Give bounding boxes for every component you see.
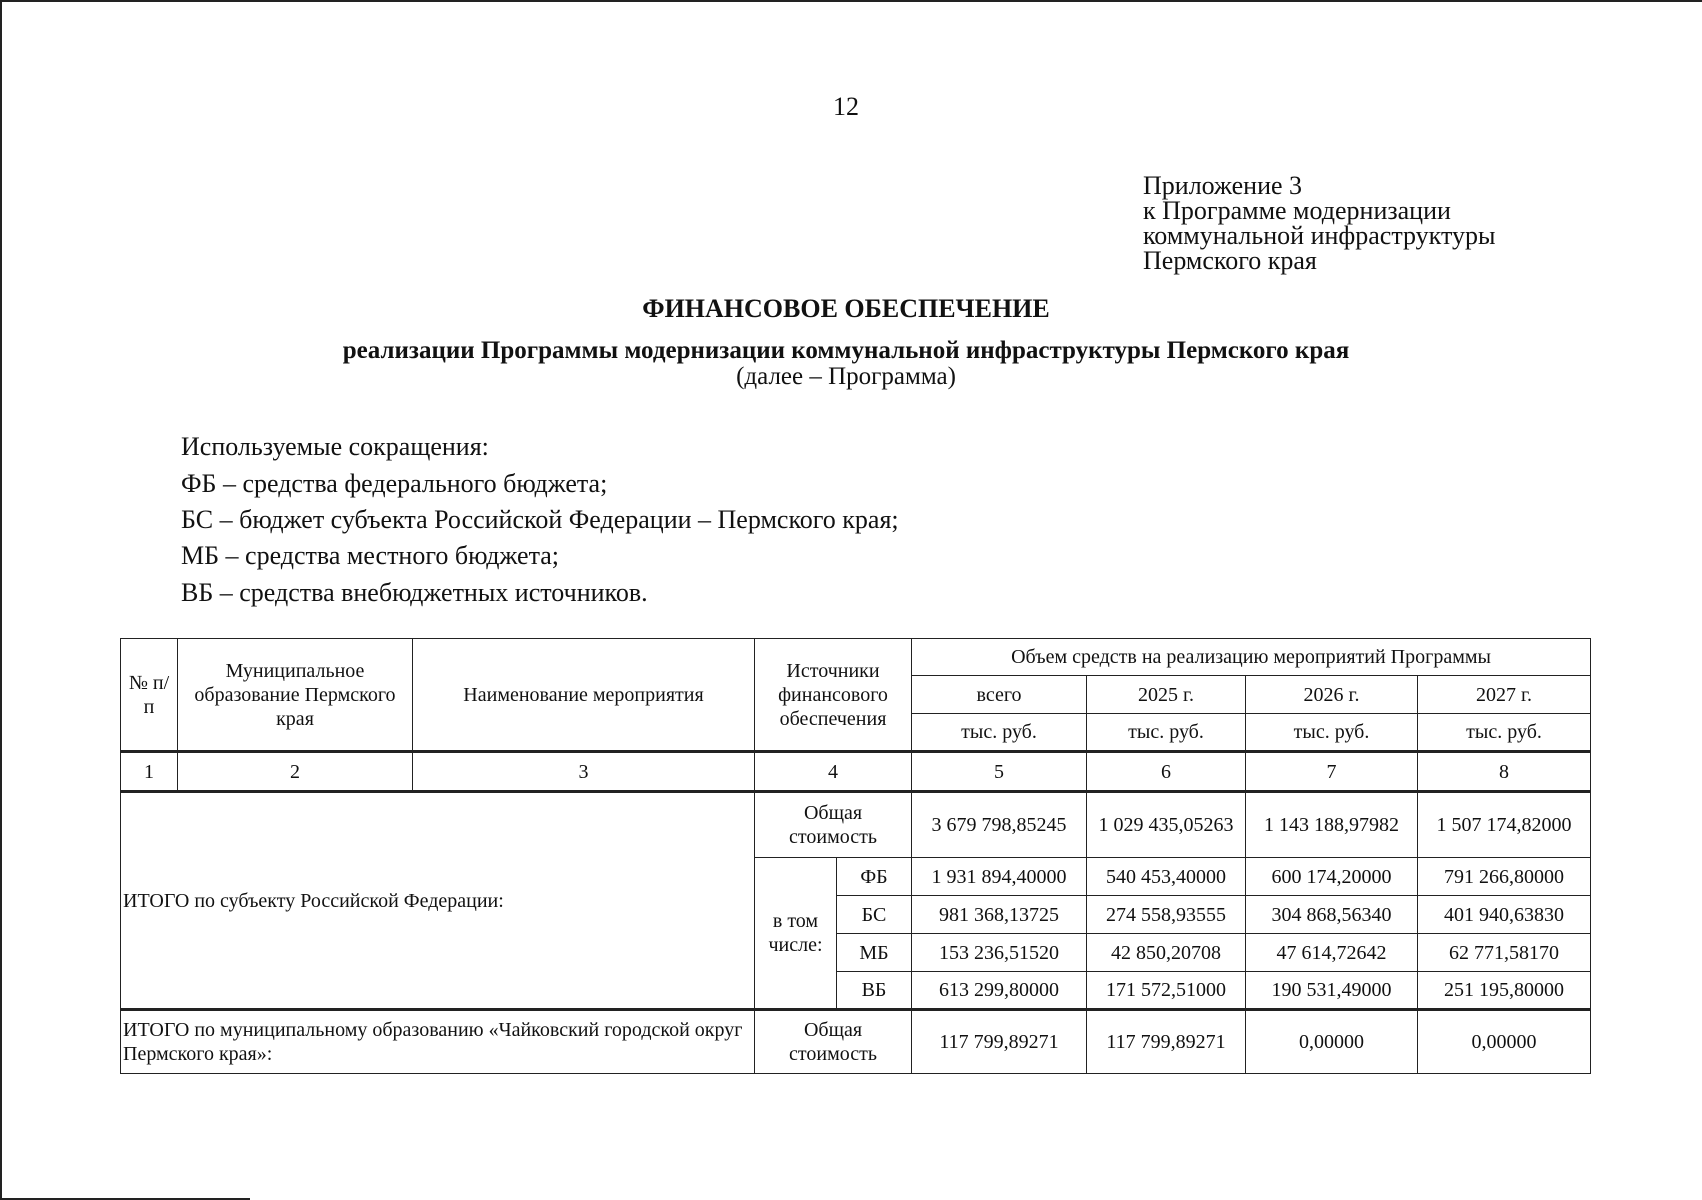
- value-cell: 3 679 798,85245: [912, 792, 1087, 858]
- appendix-line: коммунальной инфраструктуры: [1143, 221, 1496, 250]
- value-cell: 62 771,58170: [1418, 934, 1591, 972]
- document-subtitle: реализации Программы модернизации коммунальной инфраструктуры Пермского края: [342, 337, 1350, 364]
- header-sources: Источники финансового обеспечения: [755, 639, 912, 752]
- value-cell: 791 266,80000: [1418, 858, 1591, 896]
- value-cell: 1 029 435,05263: [1087, 792, 1246, 858]
- header-volume: Объем средств на реализацию мероприятий Программы: [912, 639, 1591, 676]
- value-cell: 1 931 894,40000: [912, 858, 1087, 896]
- abbreviations-heading: Используемые сокращения:: [181, 432, 489, 461]
- column-number: 1: [121, 752, 178, 792]
- value-cell: 117 799,89271: [1087, 1010, 1246, 1074]
- financing-table: [120, 638, 1591, 1074]
- header-year: 2027 г.: [1418, 676, 1591, 714]
- column-number: 5: [912, 752, 1087, 792]
- header-unit: тыс. руб.: [1418, 714, 1591, 752]
- value-cell: 1 143 188,97982: [1246, 792, 1418, 858]
- table-row: [121, 792, 1591, 858]
- value-cell: 540 453,40000: [1087, 858, 1246, 896]
- value-cell: 613 299,80000: [912, 972, 1087, 1010]
- value-cell: 304 868,56340: [1246, 896, 1418, 934]
- source-code: МБ: [837, 934, 912, 972]
- header-num: № п/п: [121, 639, 178, 752]
- abbreviation-item: ВБ – средства внебюджетных источников.: [181, 578, 648, 607]
- appendix-line: к Программе модернизации: [1143, 196, 1451, 225]
- column-number: 4: [755, 752, 912, 792]
- total-municipal-label: ИТОГО по муниципальному образованию «Чайковский городской округ Пермского края»:: [121, 1010, 755, 1074]
- value-cell: 0,00000: [1246, 1010, 1418, 1074]
- value-cell: 600 174,20000: [1246, 858, 1418, 896]
- table-header-row: [121, 639, 1591, 676]
- value-cell: 171 572,51000: [1087, 972, 1246, 1010]
- document-subtitle-note: (далее – Программа): [736, 363, 956, 390]
- abbreviation-item: МБ – средства местного бюджета;: [181, 541, 560, 570]
- header-year: 2026 г.: [1246, 676, 1418, 714]
- column-number: 7: [1246, 752, 1418, 792]
- value-cell: 401 940,63830: [1418, 896, 1591, 934]
- value-cell: 153 236,51520: [912, 934, 1087, 972]
- page-frame-top: [0, 0, 1702, 2]
- value-cell: 117 799,89271: [912, 1010, 1087, 1074]
- value-cell: 981 368,13725: [912, 896, 1087, 934]
- source-code: ВБ: [837, 972, 912, 1010]
- total-subject-label: ИТОГО по субъекту Российской Федерации:: [121, 792, 755, 1010]
- column-number: 3: [413, 752, 755, 792]
- column-number: 2: [178, 752, 413, 792]
- source-code: БС: [837, 896, 912, 934]
- header-year: всего: [912, 676, 1087, 714]
- appendix-note: [1143, 173, 1495, 273]
- appendix-line: Пермского края: [1143, 246, 1317, 275]
- header-activity: Наименование мероприятия: [413, 639, 755, 752]
- value-cell: 1 507 174,82000: [1418, 792, 1591, 858]
- value-cell: 47 614,72642: [1246, 934, 1418, 972]
- header-year: 2025 г.: [1087, 676, 1246, 714]
- header-unit: тыс. руб.: [1246, 714, 1418, 752]
- value-cell: 251 195,80000: [1418, 972, 1591, 1010]
- abbreviation-item: БС – бюджет субъекта Российской Федерации – Пермского края;: [181, 505, 899, 534]
- column-number-row: [121, 752, 1591, 792]
- header-municipality: Муниципальное образование Пермского края: [178, 639, 413, 752]
- abbreviation-item: ФБ – средства федерального бюджета;: [181, 469, 608, 498]
- column-number: 6: [1087, 752, 1246, 792]
- table-row: [121, 1010, 1591, 1074]
- source-code: ФБ: [837, 858, 912, 896]
- page-frame-left: [0, 0, 2, 1200]
- value-cell: 0,00000: [1418, 1010, 1591, 1074]
- page-number: 12: [833, 92, 859, 121]
- document-title: ФИНАНСОВОЕ ОБЕСПЕЧЕНИЕ: [642, 294, 1050, 323]
- header-unit: тыс. руб.: [1087, 714, 1246, 752]
- value-cell: 274 558,93555: [1087, 896, 1246, 934]
- header-unit: тыс. руб.: [912, 714, 1087, 752]
- total-cost-label: Общая стоимость: [755, 1010, 912, 1074]
- total-cost-label: Общая стоимость: [755, 792, 912, 858]
- value-cell: 42 850,20708: [1087, 934, 1246, 972]
- column-number: 8: [1418, 752, 1591, 792]
- including-label: в том числе:: [755, 858, 837, 1010]
- value-cell: 190 531,49000: [1246, 972, 1418, 1010]
- appendix-line: Приложение 3: [1143, 171, 1303, 200]
